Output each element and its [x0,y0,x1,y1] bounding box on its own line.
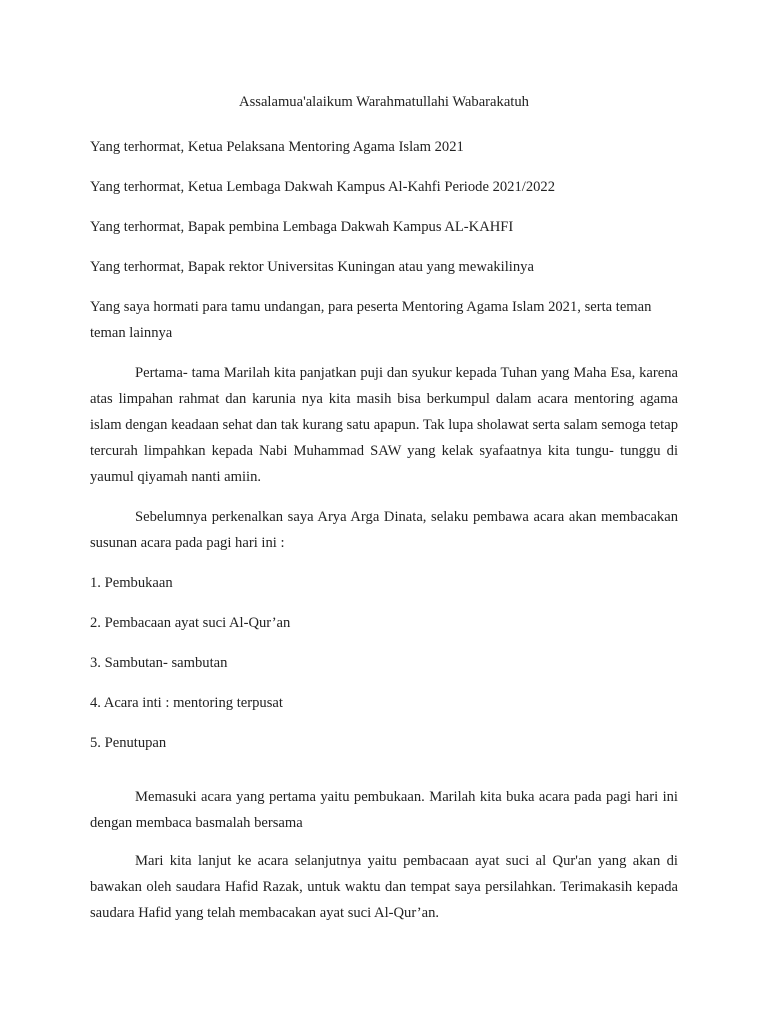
agenda-item: 5. Penutupan [90,735,167,751]
agenda-item: 1. Pembukaan [90,575,173,591]
address-line: Yang saya hormati para tamu undangan, para peserta Mentoring Agama Islam 2021, serta teman teman lainnya [90,299,652,341]
closing-paragraph: Mari kita lanjut ke acara selanjutnya yaitu pembacaan ayat suci al Qur'an yang akan di bawakan oleh saudara Hafid Razak, untuk waktu dan tempat saya persilahkan. Terimakasih kepada saudara Hafid yang telah membacakan ayat suci Al-Qur’an. [90,853,678,921]
opening-paragraph: Pertama- tama Marilah kita panjatkan puji dan syukur kepada Tuhan yang Maha Esa, karena atas limpahan rahmat dan karunia nya kita masih bisa berkumpul dalam acara mentoring agama islam dengan keadaan sehat dan tak kurang satu apapun. Tak lupa sholawat serta salam semoga tetap tercurah limpahkan kepada Nabi Muhammad SAW yang kelak syafaatnya kita tungu- tunggu di yaumul qiyamah nanti amiin. [90,365,678,485]
agenda-item: 2. Pembacaan ayat suci Al-Qur’an [90,615,291,631]
address-line: Yang terhormat, Ketua Pelaksana Mentoring Agama Islam 2021 [90,139,464,155]
agenda-item: 3. Sambutan- sambutan [90,655,228,671]
closing-paragraph: Memasuki acara yang pertama yaitu pembukaan. Marilah kita buka acara pada pagi hari ini dengan membaca basmalah bersama [90,789,678,831]
address-line: Yang terhormat, Bapak pembina Lembaga Dakwah Kampus AL-KAHFI [90,219,514,235]
document-body [90,89,678,940]
agenda-item: 4. Acara inti : mentoring terpusat [90,695,283,711]
address-line: Yang terhormat, Ketua Lembaga Dakwah Kampus Al-Kahfi Periode 2021/2022 [90,179,556,195]
introduction-paragraph: Sebelumnya perkenalkan saya Arya Arga Dinata, selaku pembawa acara akan membacakan susunan acara pada pagi hari ini : [90,509,678,551]
address-line: Yang terhormat, Bapak rektor Universitas Kuningan atau yang mewakilinya [90,259,534,275]
opening-greeting: Assalamua'alaikum Warahmatullahi Wabarakatuh [239,94,529,110]
